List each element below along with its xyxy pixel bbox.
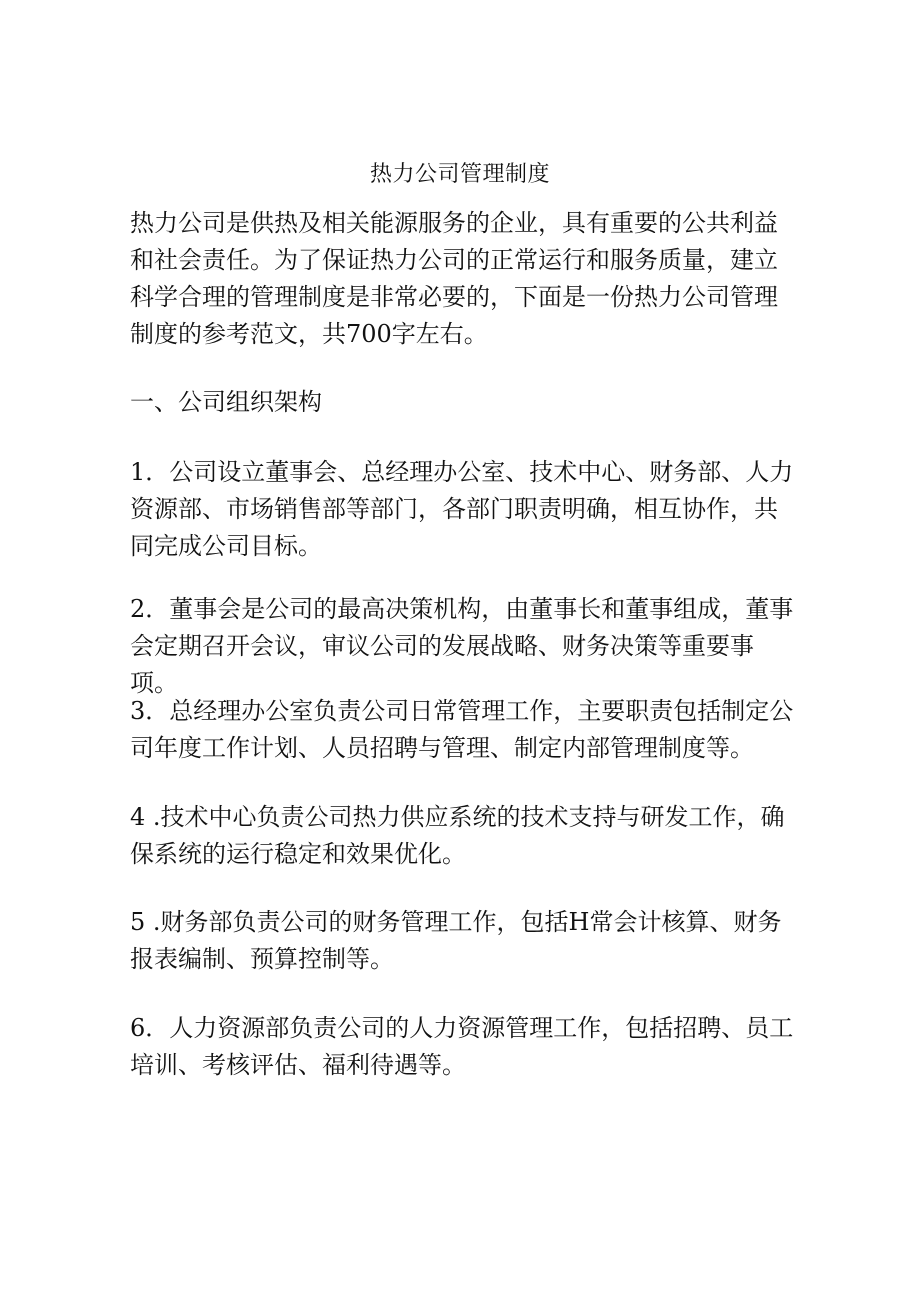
list-item: 6．人力资源部负责公司的人力资源管理工作，包括招聘、员工培训、考核评估、福利待遇等。	[130, 1014, 794, 1079]
intro-paragraph: 热力公司是供热及相关能源服务的企业，具有重要的公共利益和社会责任。为了保证热力公司的正常运行和服务质量，建立科学合理的管理制度是非常必要的，下面是一份热力公司管理制度的参考范文，共700字左右。	[130, 209, 778, 348]
list-item: 5 .财务部负责公司的财务管理工作，包括H常会计核算、财务报表编制、预算控制等。	[130, 908, 782, 973]
list-item: 4 .技术中心负责公司热力供应系统的技术支持与研发工作，确保系统的运行稳定和效果优化。	[130, 803, 785, 868]
document-title: 热力公司管理制度	[369, 162, 550, 187]
list-item: 2．董事会是公司的最高决策机构，由董事长和董事组成，董事会定期召开会议，审议公司的发展战略、财务决策等重要事项。	[130, 595, 794, 697]
section-heading-organization: 一、公司组织架构	[130, 388, 322, 416]
list-item: 3．总经理办公室负责公司日常管理工作，主要职责包括制定公司年度工作计划、人员招聘与管理、制定内部管理制度等。	[130, 697, 794, 762]
list-item: 1．公司设立董事会、总经理办公室、技术中心、财务部、人力资源部、市场销售部等部门，各部门职责明确，相互协作，共同完成公司目标。	[130, 458, 794, 560]
